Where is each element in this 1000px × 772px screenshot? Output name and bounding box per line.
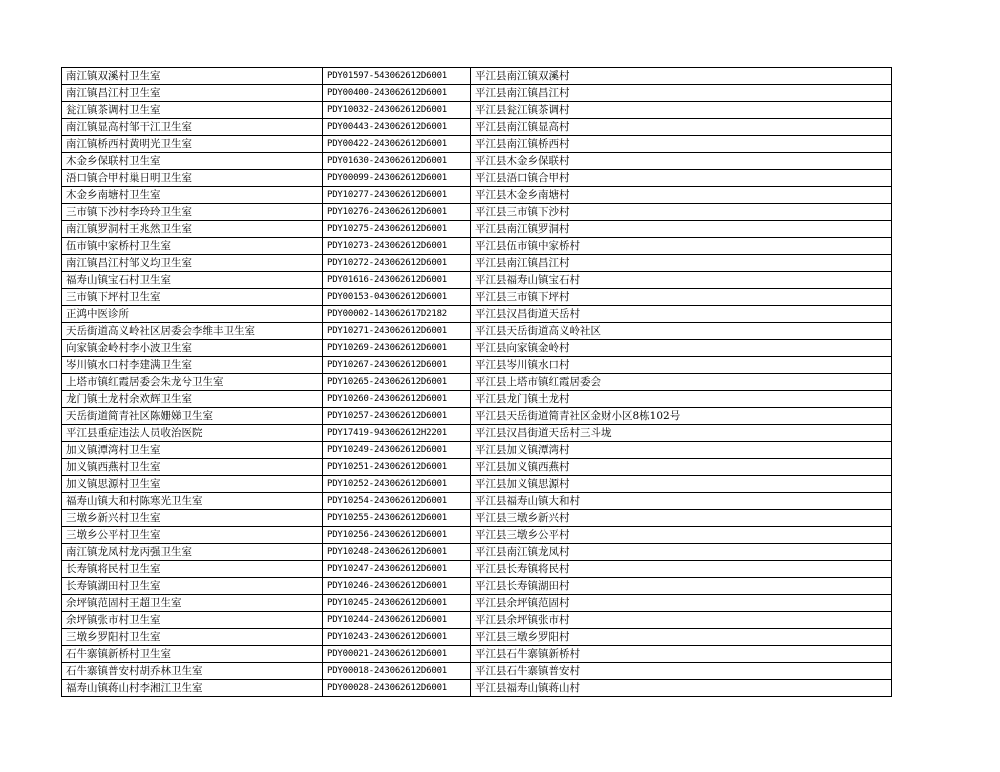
cell-address: 平江县瓮江镇茶调村 bbox=[471, 102, 892, 119]
table-row bbox=[62, 306, 892, 323]
cell-name: 余坪镇范固村王超卫生室 bbox=[62, 595, 323, 612]
cell-address: 平江县南江镇昌江村 bbox=[471, 255, 892, 272]
cell-license-code: PDY10248-243062612D6001 bbox=[323, 544, 471, 561]
cell-address: 平江县三市镇下坪村 bbox=[471, 289, 892, 306]
cell-name: 伍市镇中家桥村卫生室 bbox=[62, 238, 323, 255]
cell-license-code: PDY10260-243062612D6001 bbox=[323, 391, 471, 408]
cell-name: 正鸿中医诊所 bbox=[62, 306, 323, 323]
clinic-table bbox=[61, 67, 892, 697]
table-row bbox=[62, 408, 892, 425]
cell-name: 平江县重症违法人员收治医院 bbox=[62, 425, 323, 442]
table-row bbox=[62, 289, 892, 306]
table-row bbox=[62, 323, 892, 340]
cell-address: 平江县加义镇潭湾村 bbox=[471, 442, 892, 459]
cell-name: 余坪镇张市村卫生室 bbox=[62, 612, 323, 629]
cell-license-code: PDY10249-243062612D6001 bbox=[323, 442, 471, 459]
cell-name: 石牛寨镇新桥村卫生室 bbox=[62, 646, 323, 663]
cell-address: 平江县汉昌街道天岳村 bbox=[471, 306, 892, 323]
table-row bbox=[62, 204, 892, 221]
cell-license-code: PDY17419-943062612H2201 bbox=[323, 425, 471, 442]
cell-license-code: PDY10269-243062612D6001 bbox=[323, 340, 471, 357]
cell-address: 平江县南江镇罗洞村 bbox=[471, 221, 892, 238]
cell-address: 平江县岑川镇水口村 bbox=[471, 357, 892, 374]
cell-address: 平江县伍市镇中家桥村 bbox=[471, 238, 892, 255]
cell-name: 南江镇罗洞村王兆然卫生室 bbox=[62, 221, 323, 238]
table-row bbox=[62, 527, 892, 544]
cell-address: 平江县南江镇龙凤村 bbox=[471, 544, 892, 561]
cell-address: 平江县三墩乡罗阳村 bbox=[471, 629, 892, 646]
cell-name: 木金乡南塘村卫生室 bbox=[62, 187, 323, 204]
cell-address: 平江县三墩乡新兴村 bbox=[471, 510, 892, 527]
cell-license-code: PDY10272-243062612D6001 bbox=[323, 255, 471, 272]
table-row bbox=[62, 357, 892, 374]
cell-license-code: PDY10252-243062612D6001 bbox=[323, 476, 471, 493]
table-row bbox=[62, 238, 892, 255]
table-row bbox=[62, 170, 892, 187]
cell-name: 南江镇昌江村卫生室 bbox=[62, 85, 323, 102]
cell-license-code: PDY10255-243062612D6001 bbox=[323, 510, 471, 527]
cell-address: 平江县龙门镇土龙村 bbox=[471, 391, 892, 408]
cell-license-code: PDY00099-243062612D6001 bbox=[323, 170, 471, 187]
cell-license-code: PDY01616-243062612D6001 bbox=[323, 272, 471, 289]
table-row bbox=[62, 136, 892, 153]
cell-license-code: PDY10275-243062612D6001 bbox=[323, 221, 471, 238]
cell-name: 南江镇显高村邹干江卫生室 bbox=[62, 119, 323, 136]
cell-address: 平江县石牛寨镇普安村 bbox=[471, 663, 892, 680]
cell-address: 平江县福寿山镇大和村 bbox=[471, 493, 892, 510]
table-row bbox=[62, 663, 892, 680]
cell-address: 平江县加义镇西燕村 bbox=[471, 459, 892, 476]
table-row bbox=[62, 272, 892, 289]
table-row bbox=[62, 629, 892, 646]
cell-name: 南江镇龙凤村龙丙强卫生室 bbox=[62, 544, 323, 561]
cell-license-code: PDY10245-243062612D6001 bbox=[323, 595, 471, 612]
cell-name: 长寿镇将民村卫生室 bbox=[62, 561, 323, 578]
cell-license-code: PDY00422-243062612D6001 bbox=[323, 136, 471, 153]
cell-address: 平江县天岳街道高义岭社区 bbox=[471, 323, 892, 340]
table-row bbox=[62, 561, 892, 578]
table-row bbox=[62, 442, 892, 459]
cell-name: 三墩乡新兴村卫生室 bbox=[62, 510, 323, 527]
cell-license-code: PDY00018-243062612D6001 bbox=[323, 663, 471, 680]
cell-license-code: PDY00002-143062617D2182 bbox=[323, 306, 471, 323]
cell-name: 岑川镇水口村李建满卫生室 bbox=[62, 357, 323, 374]
cell-name: 三市镇下沙村李玲玲卫生室 bbox=[62, 204, 323, 221]
cell-name: 龙门镇土龙村余欢辉卫生室 bbox=[62, 391, 323, 408]
cell-license-code: PDY10243-243062612D6001 bbox=[323, 629, 471, 646]
table-row bbox=[62, 85, 892, 102]
table-row bbox=[62, 476, 892, 493]
cell-name: 加义镇西燕村卫生室 bbox=[62, 459, 323, 476]
cell-name: 天岳街道简青社区陈姗娣卫生室 bbox=[62, 408, 323, 425]
cell-name: 加义镇潭湾村卫生室 bbox=[62, 442, 323, 459]
cell-license-code: PDY10265-243062612D6001 bbox=[323, 374, 471, 391]
cell-license-code: PDY10267-243062612D6001 bbox=[323, 357, 471, 374]
cell-license-code: PDY01630-243062612D6001 bbox=[323, 153, 471, 170]
cell-name: 南江镇昌江村邹义均卫生室 bbox=[62, 255, 323, 272]
cell-license-code: PDY00153-043062612D6001 bbox=[323, 289, 471, 306]
table-row bbox=[62, 425, 892, 442]
cell-license-code: PDY10257-243062612D6001 bbox=[323, 408, 471, 425]
table-row bbox=[62, 612, 892, 629]
cell-address: 平江县向家镇金岭村 bbox=[471, 340, 892, 357]
cell-name: 上塔市镇红霞居委会朱龙兮卫生室 bbox=[62, 374, 323, 391]
cell-license-code: PDY10251-243062612D6001 bbox=[323, 459, 471, 476]
table-row bbox=[62, 187, 892, 204]
cell-name: 石牛寨镇普安村胡乔林卫生室 bbox=[62, 663, 323, 680]
cell-name: 三市镇下坪村卫生室 bbox=[62, 289, 323, 306]
cell-license-code: PDY10277-243062612D6001 bbox=[323, 187, 471, 204]
cell-name: 福寿山镇蒋山村李湘江卫生室 bbox=[62, 680, 323, 697]
cell-address: 平江县木金乡保联村 bbox=[471, 153, 892, 170]
table-row bbox=[62, 119, 892, 136]
cell-name: 南江镇双溪村卫生室 bbox=[62, 68, 323, 85]
cell-name: 南江镇桥西村黄明光卫生室 bbox=[62, 136, 323, 153]
cell-license-code: PDY00028-243062612D6001 bbox=[323, 680, 471, 697]
table-row bbox=[62, 680, 892, 697]
cell-address: 平江县木金乡南塘村 bbox=[471, 187, 892, 204]
cell-license-code: PDY10273-243062612D6001 bbox=[323, 238, 471, 255]
table-row bbox=[62, 340, 892, 357]
cell-address: 平江县南江镇双溪村 bbox=[471, 68, 892, 85]
table-row bbox=[62, 646, 892, 663]
cell-address: 平江县石牛寨镇新桥村 bbox=[471, 646, 892, 663]
cell-name: 木金乡保联村卫生室 bbox=[62, 153, 323, 170]
cell-license-code: PDY10032-243062612D6001 bbox=[323, 102, 471, 119]
cell-name: 福寿山镇宝石村卫生室 bbox=[62, 272, 323, 289]
table-row bbox=[62, 68, 892, 85]
cell-license-code: PDY00443-243062612D6001 bbox=[323, 119, 471, 136]
cell-address: 平江县加义镇思源村 bbox=[471, 476, 892, 493]
cell-name: 向家镇金岭村李小波卫生室 bbox=[62, 340, 323, 357]
cell-license-code: PDY00021-243062612D6001 bbox=[323, 646, 471, 663]
table-row bbox=[62, 255, 892, 272]
cell-name: 三墩乡罗阳村卫生室 bbox=[62, 629, 323, 646]
table-row bbox=[62, 153, 892, 170]
cell-license-code: PDY10246-243062612D6001 bbox=[323, 578, 471, 595]
cell-license-code: PDY10254-243062612D6001 bbox=[323, 493, 471, 510]
table-row bbox=[62, 102, 892, 119]
cell-license-code: PDY10247-243062612D6001 bbox=[323, 561, 471, 578]
cell-name: 瓮江镇茶调村卫生室 bbox=[62, 102, 323, 119]
cell-address: 平江县天岳街道简青社区金财小区8栋102号 bbox=[471, 408, 892, 425]
cell-name: 长寿镇湖田村卫生室 bbox=[62, 578, 323, 595]
cell-name: 福寿山镇大和村陈寒光卫生室 bbox=[62, 493, 323, 510]
cell-address: 平江县余坪镇张市村 bbox=[471, 612, 892, 629]
cell-address: 平江县三市镇下沙村 bbox=[471, 204, 892, 221]
cell-address: 平江县上塔市镇红霞居委会 bbox=[471, 374, 892, 391]
table-row bbox=[62, 544, 892, 561]
table-row bbox=[62, 391, 892, 408]
cell-name: 三墩乡公平村卫生室 bbox=[62, 527, 323, 544]
cell-address: 平江县浯口镇合甲村 bbox=[471, 170, 892, 187]
cell-license-code: PDY10271-243062612D6001 bbox=[323, 323, 471, 340]
table-row bbox=[62, 578, 892, 595]
cell-license-code: PDY00400-243062612D6001 bbox=[323, 85, 471, 102]
cell-license-code: PDY10276-243062612D6001 bbox=[323, 204, 471, 221]
cell-name: 天岳街道高义岭社区居委会李维丰卫生室 bbox=[62, 323, 323, 340]
cell-license-code: PDY10244-243062612D6001 bbox=[323, 612, 471, 629]
table-row bbox=[62, 510, 892, 527]
cell-address: 平江县南江镇昌江村 bbox=[471, 85, 892, 102]
table-row bbox=[62, 459, 892, 476]
table-body bbox=[62, 68, 892, 697]
cell-address: 平江县福寿山镇蒋山村 bbox=[471, 680, 892, 697]
cell-name: 浯口镇合甲村巢日明卫生室 bbox=[62, 170, 323, 187]
cell-address: 平江县长寿镇将民村 bbox=[471, 561, 892, 578]
table-row bbox=[62, 493, 892, 510]
cell-license-code: PDY01597-543062612D6001 bbox=[323, 68, 471, 85]
cell-address: 平江县三墩乡公平村 bbox=[471, 527, 892, 544]
cell-address: 平江县福寿山镇宝石村 bbox=[471, 272, 892, 289]
cell-address: 平江县长寿镇湖田村 bbox=[471, 578, 892, 595]
table-row bbox=[62, 221, 892, 238]
table-row bbox=[62, 374, 892, 391]
table-row bbox=[62, 595, 892, 612]
cell-name: 加义镇思源村卫生室 bbox=[62, 476, 323, 493]
cell-address: 平江县汉昌街道天岳村三斗垅 bbox=[471, 425, 892, 442]
cell-license-code: PDY10256-243062612D6001 bbox=[323, 527, 471, 544]
cell-address: 平江县余坪镇范固村 bbox=[471, 595, 892, 612]
cell-address: 平江县南江镇桥西村 bbox=[471, 136, 892, 153]
cell-address: 平江县南江镇显高村 bbox=[471, 119, 892, 136]
